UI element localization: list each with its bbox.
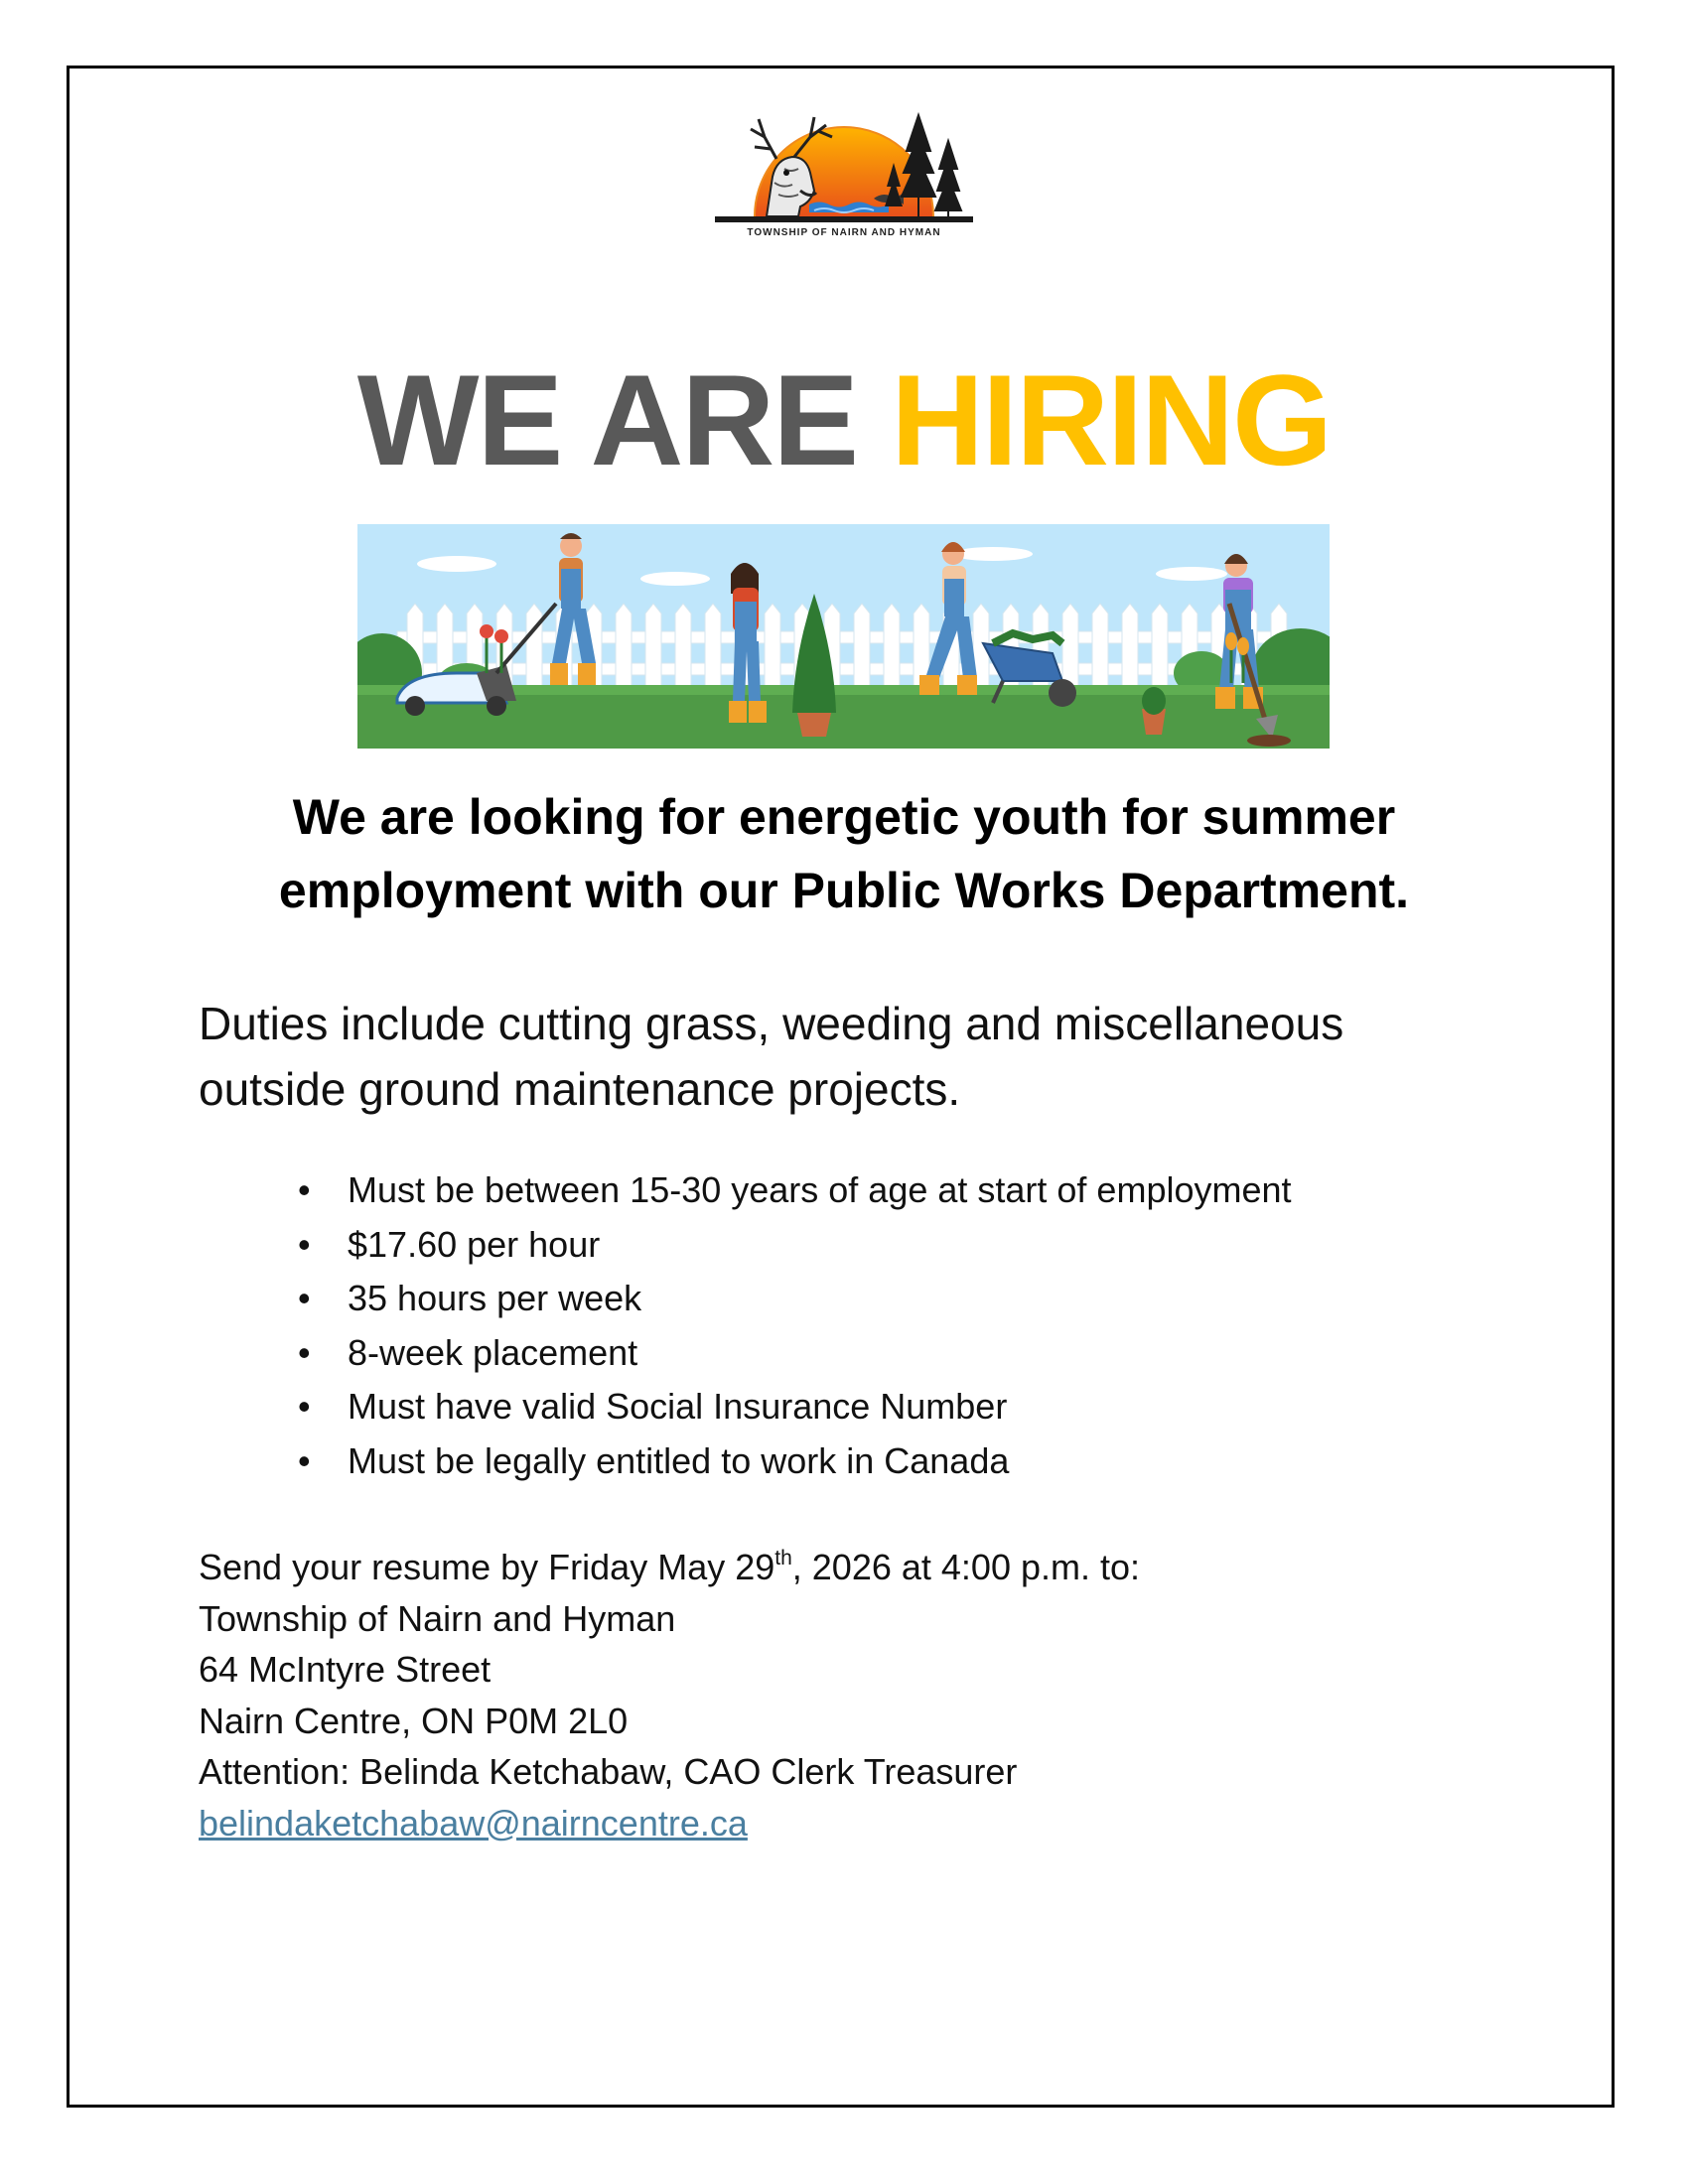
requirements-list [298,1163,1292,1488]
subheading-line2: employment with our Public Works Department. [278,863,1410,918]
requirement-text: Must be between 15-30 years of age at start of employment [348,1169,1292,1210]
list-item [298,1272,1292,1326]
list-item [298,1163,1292,1218]
requirement-text: 35 hours per week [348,1278,642,1318]
duties-paragraph [199,991,1489,1122]
contact-block [199,1542,1489,1848]
email-link[interactable]: belindaketchabaw@nairncentre.ca [199,1802,748,1843]
requirement-text: 8-week placement [348,1331,638,1373]
headline-part1: WE ARE [356,347,858,492]
organization-name: Township of Nairn and Hyman [199,1597,676,1639]
subheading-line1: We are looking for energetic youth for summer [292,789,1396,845]
headline [0,347,1688,492]
subheading [99,780,1589,927]
bullet-icon: • [298,1386,311,1427]
township-logo [715,107,973,246]
deadline-superscript: th [774,1547,792,1570]
deadline-suffix: , 2026 at 4:00 p.m. to: [791,1547,1141,1587]
deadline-line [199,1542,1489,1593]
requirement-text: Must be legally entitled to work in Canada [348,1439,1010,1481]
list-item [298,1434,1292,1489]
bullet-icon: • [298,1278,311,1318]
list-item [298,1218,1292,1273]
bullet-icon: • [298,1223,311,1265]
requirement-text: Must have valid Social Insurance Number [348,1386,1008,1427]
gardening-workers-illustration-icon [357,524,1330,749]
list-item [298,1380,1292,1434]
logo-caption: TOWNSHIP OF NAIRN AND HYMAN [747,227,941,238]
requirement-text: $17.60 per hour [348,1223,601,1265]
duties-line2: outside ground maintenance projects. [199,1063,961,1115]
deadline-prefix: Send your resume by Friday May 29 [199,1547,775,1587]
city-postal: Nairn Centre, ON P0M 2L0 [199,1700,629,1741]
headline-part2: HIRING [891,347,1332,492]
attention-line: Attention: Belinda Ketchabaw, CAO Clerk Treasurer [199,1751,1018,1792]
bullet-icon: • [298,1169,311,1210]
gardening-banner [357,524,1330,749]
street-address: 64 McIntyre Street [199,1649,492,1690]
bullet-icon: • [298,1439,311,1481]
duties-line1: Duties include cutting grass, weeding and miscellaneous [199,998,1344,1049]
township-logo-icon [715,107,973,226]
bullet-icon: • [298,1331,311,1373]
list-item [298,1326,1292,1381]
